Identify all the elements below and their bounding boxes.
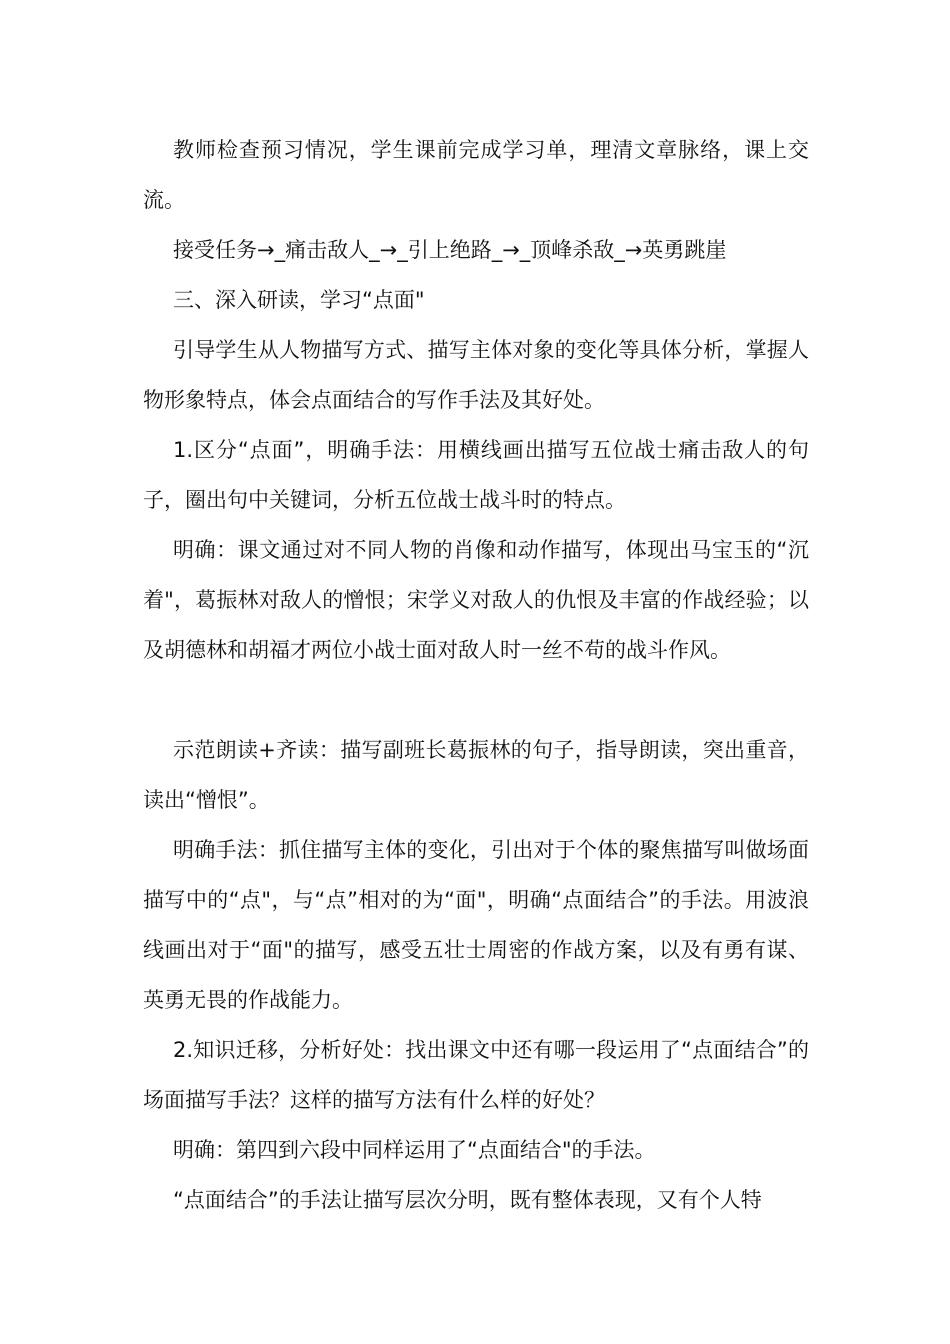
paragraph-task-2: 2.知识迁移，分析好处：找出课文中还有哪一段运用了“点面结合”的场面描写手法？这样的描写方法有什么样的好处？ bbox=[143, 1038, 809, 1112]
paragraph-method-benefit: “点面结合”的手法让描写层次分明，既有整体表现，又有个人特 bbox=[173, 1188, 762, 1212]
paragraph-guidance: 引导学生从人物描写方式、描写主体对象的变化等具体分析，掌握人物形象特点，体会点面结合的写作手法及其好处。 bbox=[143, 338, 809, 412]
paragraph-model-reading: 示范朗读+齐读：描写副班长葛振林的句子，指导朗读，突出重音，读出“憎恨”。 bbox=[143, 738, 809, 812]
paragraph-task-1: 1.区分“点面”，明确手法：用横线画出描写五位战士痛击敌人的句子，圈出句中关键词，分析五位战士战斗时的特点。 bbox=[143, 438, 809, 512]
paragraph-clarify-sections: 明确：第四到六段中同样运用了“点面结合"的手法。 bbox=[173, 1138, 656, 1162]
paragraph-clarify-method: 明确手法：抓住描写主体的变化，引出对于个体的聚焦描写叫做场面描写中的“点"，与“点”相对的为“面"，明确“点面结合”的手法。用波浪线画出对于“面"的描写，感受五壮士周密的作战方案，以及有勇有谋、英勇无畏的作战能力。 bbox=[143, 838, 809, 1012]
paragraph-clarify-characters: 明确：课文通过对不同人物的肖像和动作描写，体现出马宝玉的“沉着"，葛振林对敌人的憎恨；宋学义对敌人的仇恨及丰富的作战经验；以及胡德林和胡福才两位小战士面对敌人时一丝不苟的战斗作风。 bbox=[143, 538, 809, 662]
paragraph-preview-check: 教师检查预习情况，学生课前完成学习单，理清文章脉络，课上交流。 bbox=[143, 138, 809, 212]
section-heading-deep-reading: 三、深入研读，学习“点面" bbox=[173, 288, 425, 312]
paragraph-plot-sequence: 接受任务→_痛击敌人_→_引上绝路_→_顶峰杀敌_→英勇跳崖 bbox=[173, 238, 727, 262]
